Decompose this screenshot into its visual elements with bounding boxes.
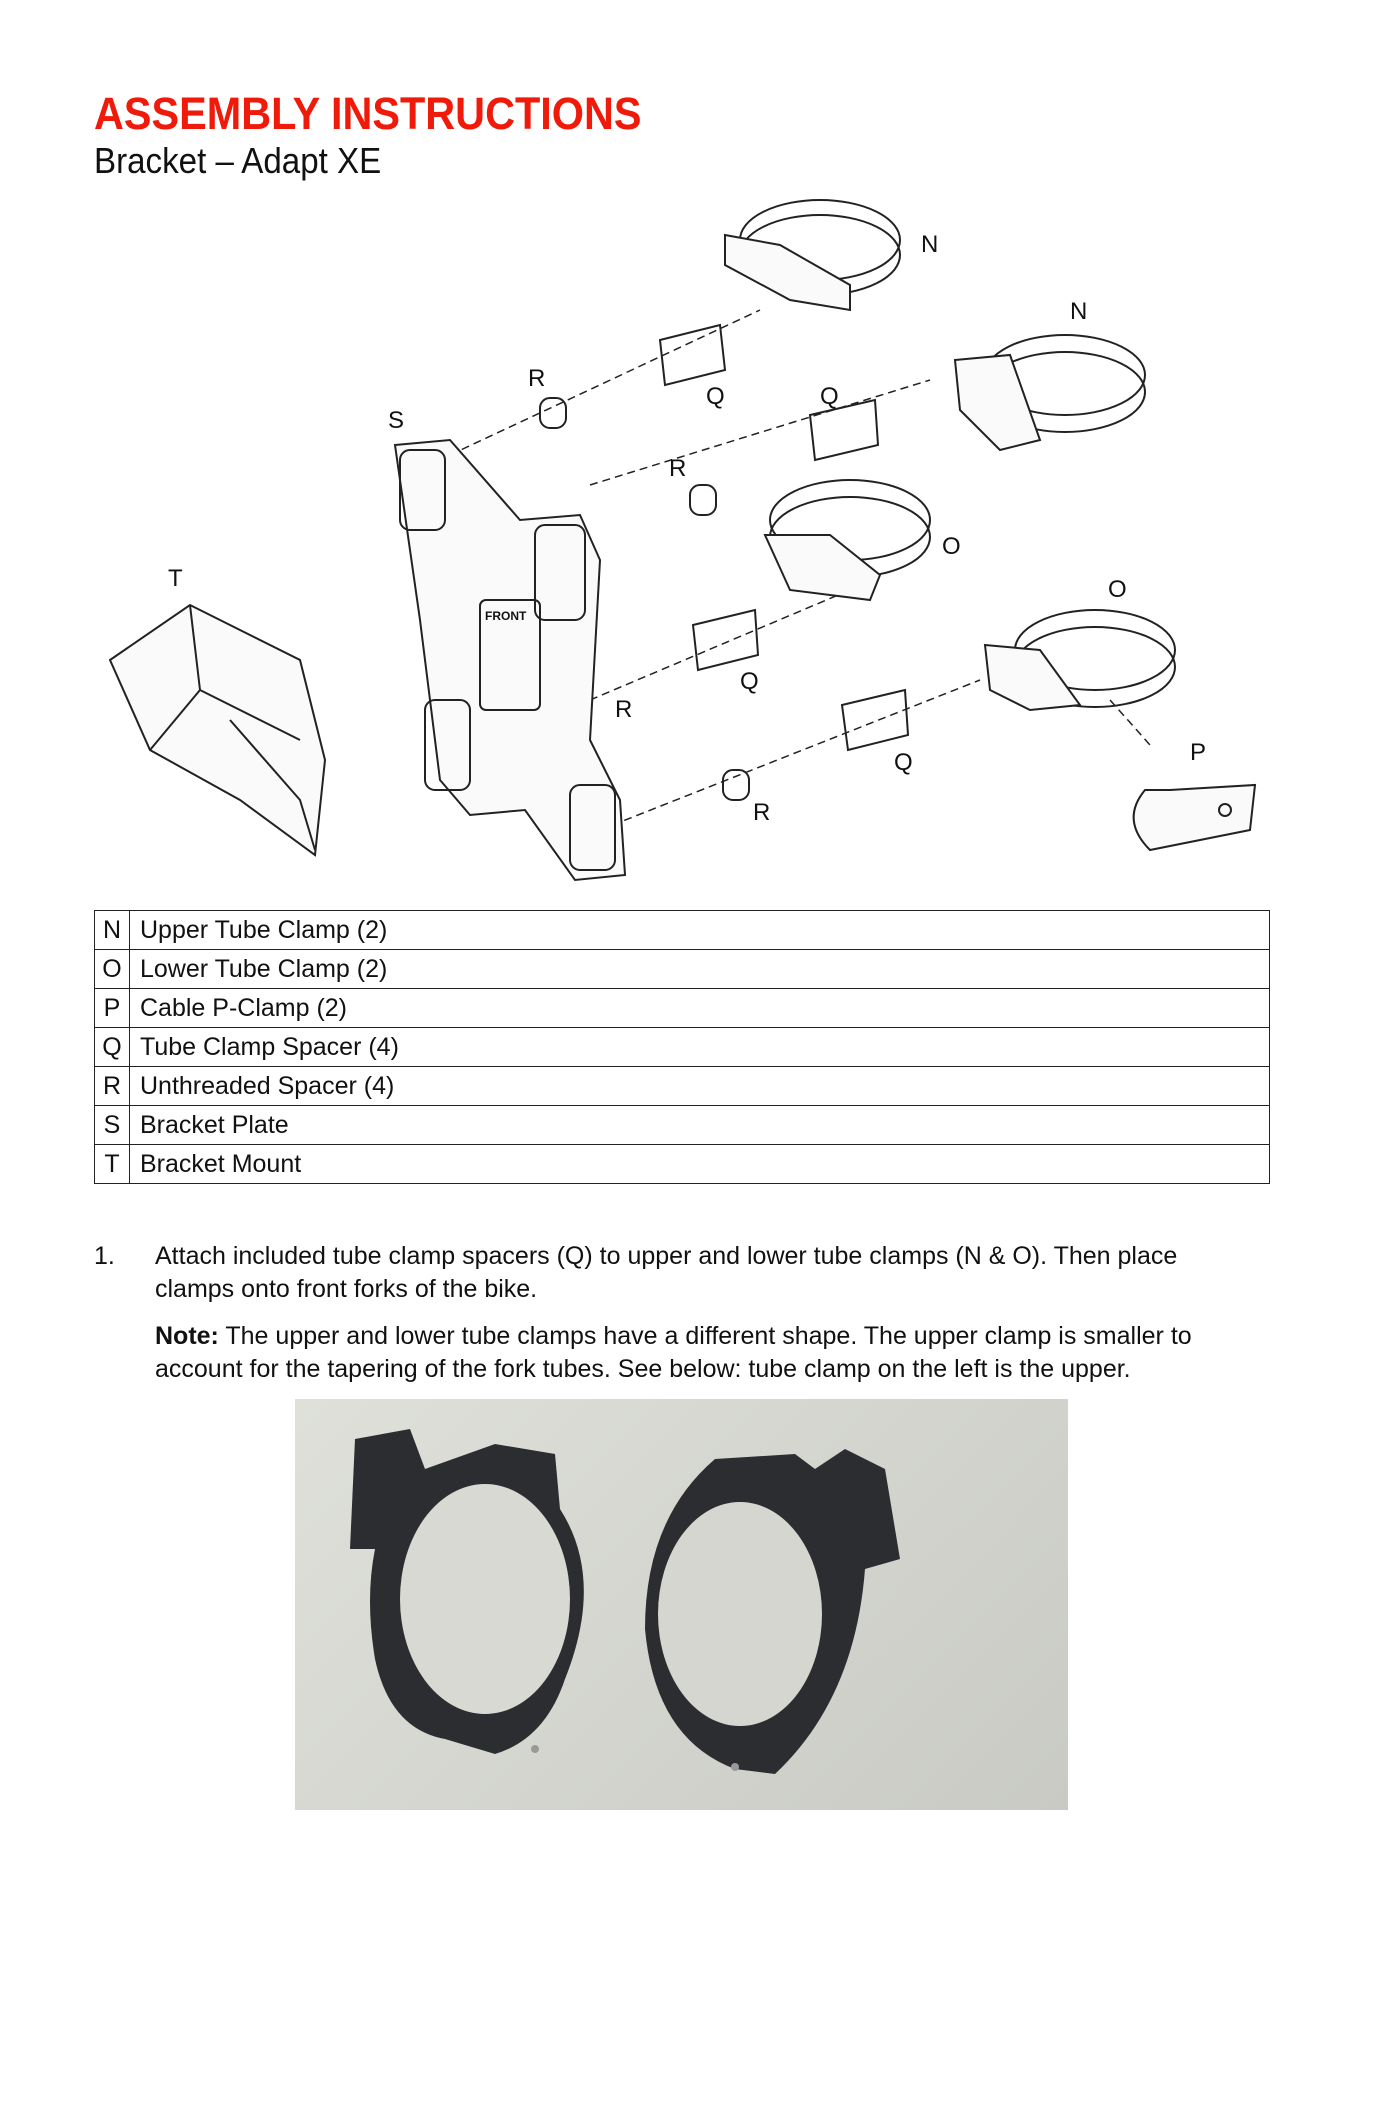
label-Q: Q [894, 749, 913, 776]
table-row [95, 1067, 1270, 1106]
spacer-Q [660, 325, 725, 385]
label-S: S [388, 407, 405, 434]
label-T: T [168, 565, 183, 592]
bracket-plate-S [395, 440, 625, 880]
table-row [95, 1106, 1270, 1145]
label-O: O [1108, 576, 1127, 603]
step-note [155, 1320, 1224, 1386]
label-N: N [921, 231, 939, 258]
page-title: ASSEMBLY INSTRUCTIONS [94, 88, 642, 139]
spacer-R [723, 770, 749, 800]
label-Q: Q [820, 383, 839, 410]
part-name: Bracket Plate [130, 1106, 1270, 1145]
part-name: Upper Tube Clamp (2) [130, 911, 1270, 950]
label-R: R [669, 455, 687, 482]
label-R: R [528, 365, 546, 392]
part-code: S [95, 1106, 130, 1145]
label-R: R [753, 799, 771, 826]
part-name: Lower Tube Clamp (2) [130, 950, 1270, 989]
cable-p-clamp-P [1134, 785, 1255, 850]
label-N: N [1070, 298, 1088, 325]
parts-table [94, 910, 1270, 1184]
step-1 [94, 1240, 1224, 1400]
plate-front-text: FRONT [485, 609, 527, 623]
table-row [95, 989, 1270, 1028]
label-P: P [1190, 739, 1207, 766]
label-Q: Q [706, 383, 725, 410]
table-row [95, 911, 1270, 950]
part-code: R [95, 1067, 130, 1106]
part-code: Q [95, 1028, 130, 1067]
step-text: Attach included tube clamp spacers (Q) to upper and lower tube clamps (N & O). Then place clamps onto front forks of the bike. [155, 1242, 1178, 1303]
part-name: Bracket Mount [130, 1145, 1270, 1184]
clamps-photo-illustration [295, 1399, 1068, 1810]
table-row [95, 950, 1270, 989]
spacer-Q [842, 690, 908, 750]
tube-clamps-photo [295, 1399, 1068, 1810]
part-name: Unthreaded Spacer (4) [130, 1067, 1270, 1106]
part-code: P [95, 989, 130, 1028]
bracket-mount-T [110, 605, 325, 855]
step-number: 1. [94, 1242, 115, 1270]
label-Q: Q [740, 668, 759, 695]
exploded-diagram [0, 0, 1375, 900]
label-R: R [615, 696, 633, 723]
part-name: Tube Clamp Spacer (4) [130, 1028, 1270, 1067]
table-row [95, 1028, 1270, 1067]
part-code: N [95, 911, 130, 950]
spacer-R [690, 485, 716, 515]
label-O: O [942, 533, 961, 560]
spacer-Q [693, 610, 758, 670]
note-label: Note: [155, 1322, 219, 1350]
part-code: O [95, 950, 130, 989]
page-subtitle: Bracket – Adapt XE [94, 140, 382, 181]
table-row [95, 1145, 1270, 1184]
part-name: Cable P-Clamp (2) [130, 989, 1270, 1028]
part-code: T [95, 1145, 130, 1184]
note-text: The upper and lower tube clamps have a different shape. The upper clamp is smaller to account for the tapering of the fork tubes. See below: tube clamp on the left is the upper. [155, 1322, 1192, 1383]
